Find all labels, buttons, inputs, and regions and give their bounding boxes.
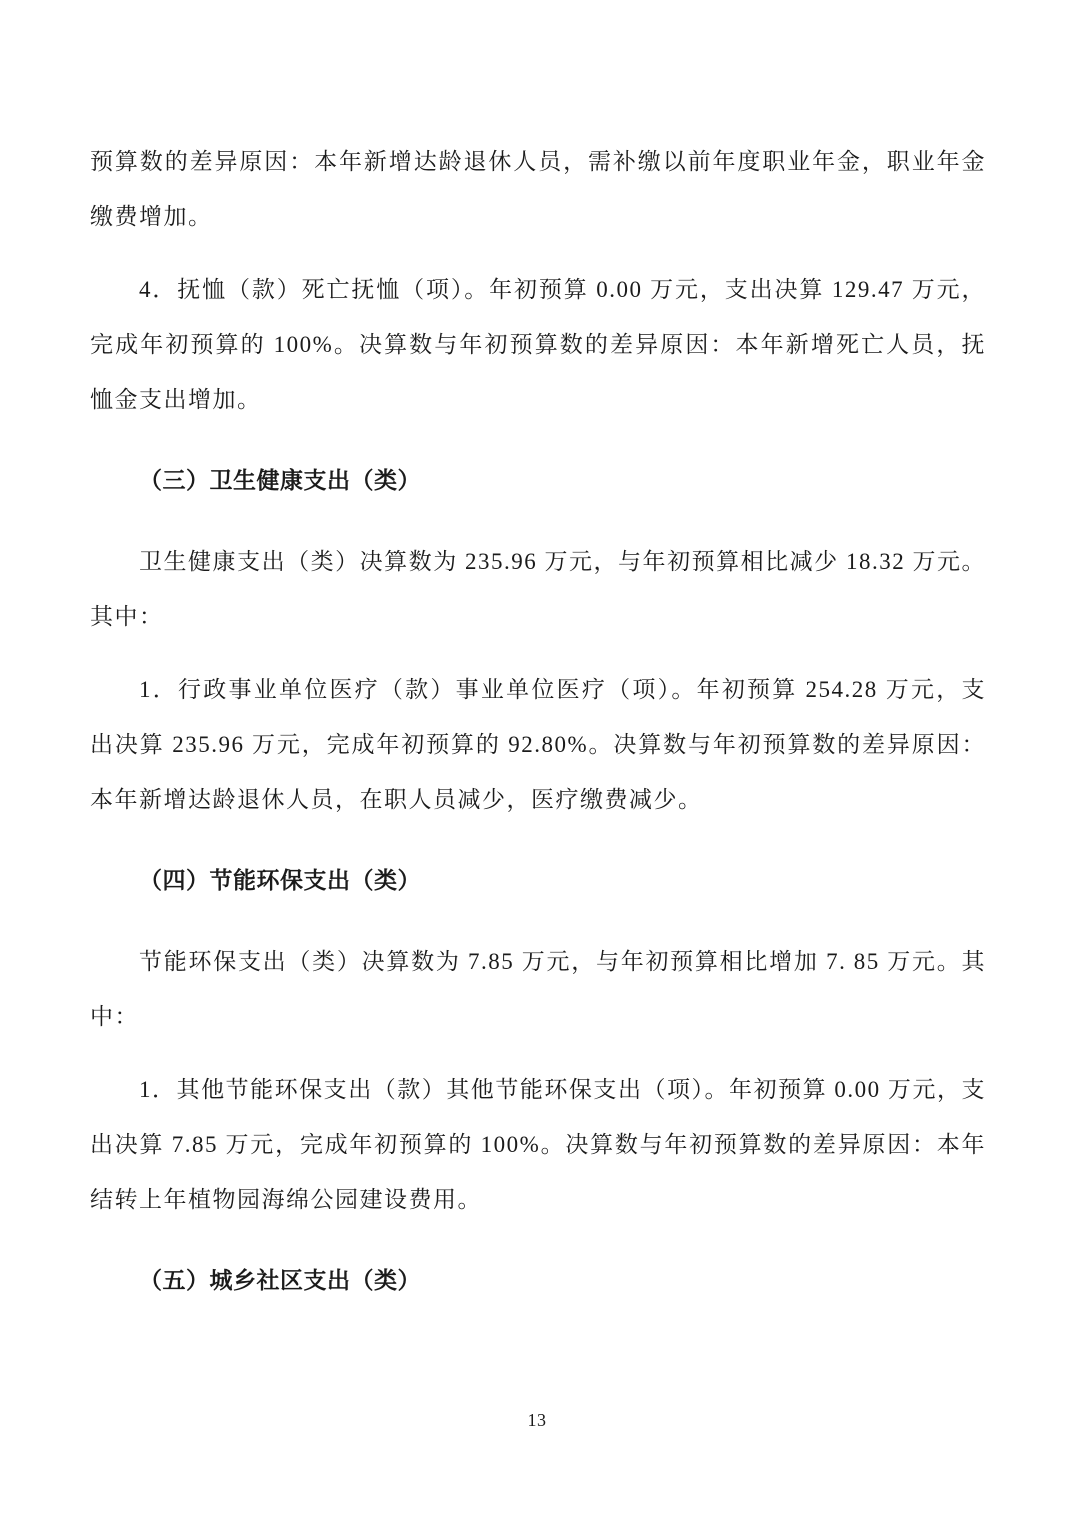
- para-health-expenditure-summary: 卫生健康支出（类）决算数为 235.96 万元，与年初预算相比减少 18.32 万元。其中：: [90, 549, 986, 629]
- para-medical-item: 1．行政事业单位医疗（款）事业单位医疗（项）。年初预算 254.28 万元，支出决算 235.96 万元，完成年初预算的 92.80%。决算数与年初预算数的差异原因：本年新增达龄退休人员，在职人员减少，医疗缴费减少。: [90, 677, 986, 812]
- heading-energy-conservation-expenditure: （四）节能环保支出（类）: [139, 868, 421, 893]
- document-body: [90, 134, 986, 1334]
- para-energy-conservation-summary: 节能环保支出（类）决算数为 7.85 万元，与年初预算相比增加 7. 85 万元。其中：: [90, 949, 986, 1029]
- para-energy-conservation-item: 1．其他节能环保支出（款）其他节能环保支出（项）。年初预算 0.00 万元，支出决算 7.85 万元，完成年初预算的 100%。决算数与年初预算数的差异原因：本年结转上年植物园海绵公园建设费用。: [90, 1077, 986, 1212]
- heading-health-expenditure: （三）卫生健康支出（类）: [139, 468, 421, 493]
- heading-urban-rural-community-expenditure: （五）城乡社区支出（类）: [139, 1268, 421, 1293]
- para-death-benefit-item: 4．抚恤（款）死亡抚恤（项）。年初预算 0.00 万元，支出决算 129.47 万元，完成年初预算的 100%。决算数与年初预算数的差异原因：本年新增死亡人员，抚恤金支出增加。: [90, 277, 986, 412]
- page-number: 13: [527, 1410, 547, 1430]
- para-annuity-reason-continuation: 预算数的差异原因：本年新增达龄退休人员，需补缴以前年度职业年金，职业年金缴费增加。: [90, 149, 986, 229]
